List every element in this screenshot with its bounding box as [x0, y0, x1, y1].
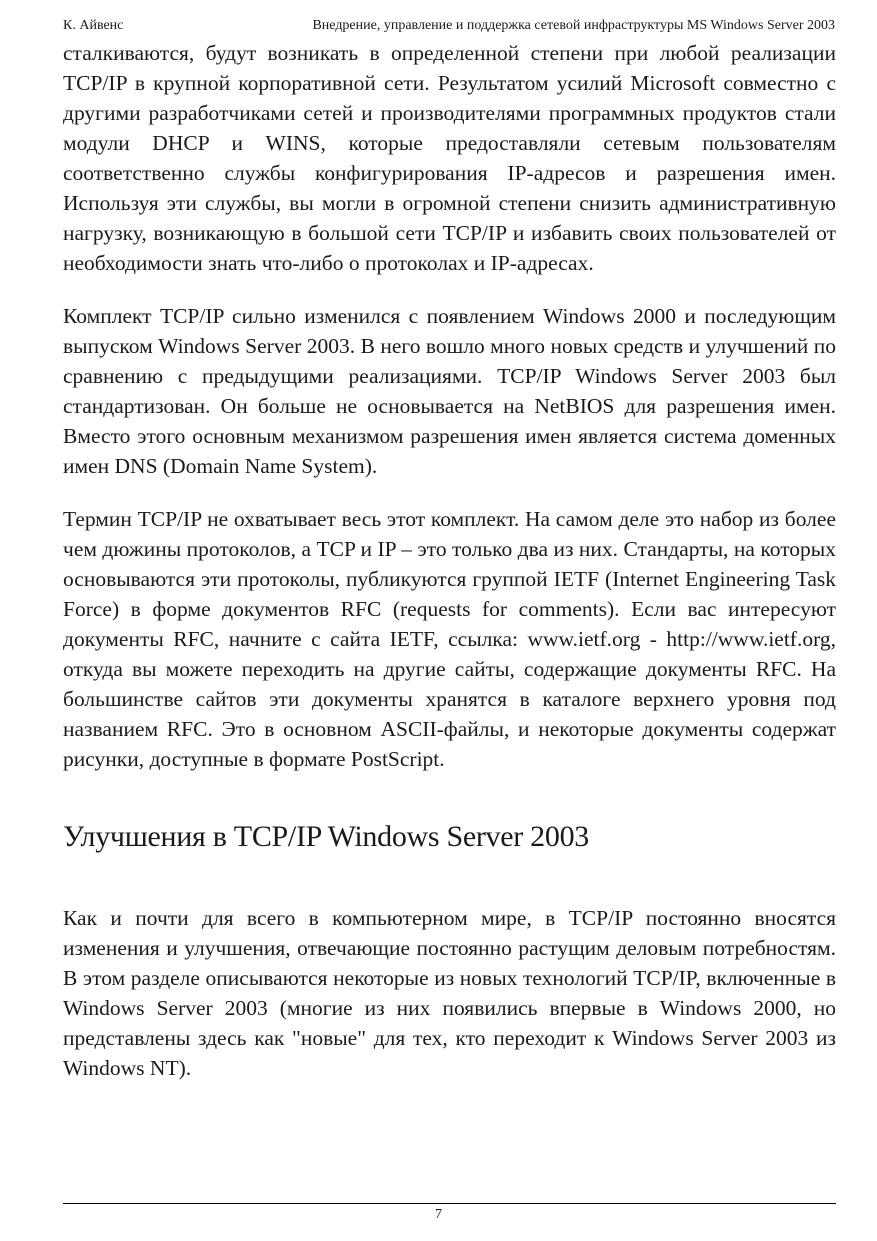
body-paragraph: сталкиваются, будут возникать в определенной степени при любой реализации TCP/IP в крупной корпоративной сети. Результатом усилий Microsoft совместно с другими разработчиками сетей и производителями программных продуктов стали модули DHCP и WINS, которые предоставляли сетевым пользователям соответственно службы конфигурирования IP-адресов и разрешения имен. Используя эти службы, вы могли в огромной степени снизить административную нагрузку, возникающую в большой сети TCP/IP и избавить своих пользователей от необходимости знать что-либо о протоколах и IP-адресах. — [63, 41, 836, 275]
footer-divider — [63, 1203, 836, 1204]
header-title: Внедрение, управление и поддержка сетевой инфраструктуры MS Windows Server 2003 — [312, 18, 835, 33]
header-author: К. Айвенс — [63, 18, 124, 33]
body-paragraph: Термин TCP/IP не охватывает весь этот комплект. На самом деле это набор из более чем дюжины протоколов, а TCP и IP – это только два из них. Стандарты, на которых основываются эти протоколы, публикуются группой IETF (Internet Engineering Task Force) в форме документов RFC (requests for comments). Если вас интересуют документы RFC, начните с сайта IETF, ссылка: www.ietf.org - http://www.ietf.org, откуда вы можете переходить на другие сайты, содержащие документы RFC. На большинстве сайтов эти документы хранятся в каталоге верхнего уровня под названием RFC. Это в основном ASCII-файлы, и некоторые документы содержат рисунки, доступные в формате PostScript. — [63, 507, 836, 771]
section-heading: Улучшения в TCP/IP Windows Server 2003 — [63, 820, 589, 853]
page-header — [63, 16, 835, 36]
body-paragraph: Комплект TCP/IP сильно изменился с появлением Windows 2000 и последующим выпуском Windows Server 2003. В него вошло много новых средств и улучшений по сравнению с предыдущими реализациями. TCP/IP Windows Server 2003 был стандартизован. Он больше не основывается на NetBIOS для разрешения имен. Вместо этого основным механизмом разрешения имен является система доменных имен DNS (Domain Name System). — [63, 304, 836, 478]
section-paragraph: Как и почти для всего в компьютерном мире, в TCP/IP постоянно вносятся изменения и улучшения, отвечающие постоянно растущим деловым потребностям. В этом разделе описываются некоторые из новых технологий TCP/IP, включенные в Windows Server 2003 (многие из них появились впервые в Windows 2000, но представлены здесь как "новые" для тех, кто переходит к Windows Server 2003 из Windows NT). — [63, 906, 836, 1080]
page-content — [63, 38, 836, 1083]
page-number: 7 — [435, 1207, 442, 1222]
